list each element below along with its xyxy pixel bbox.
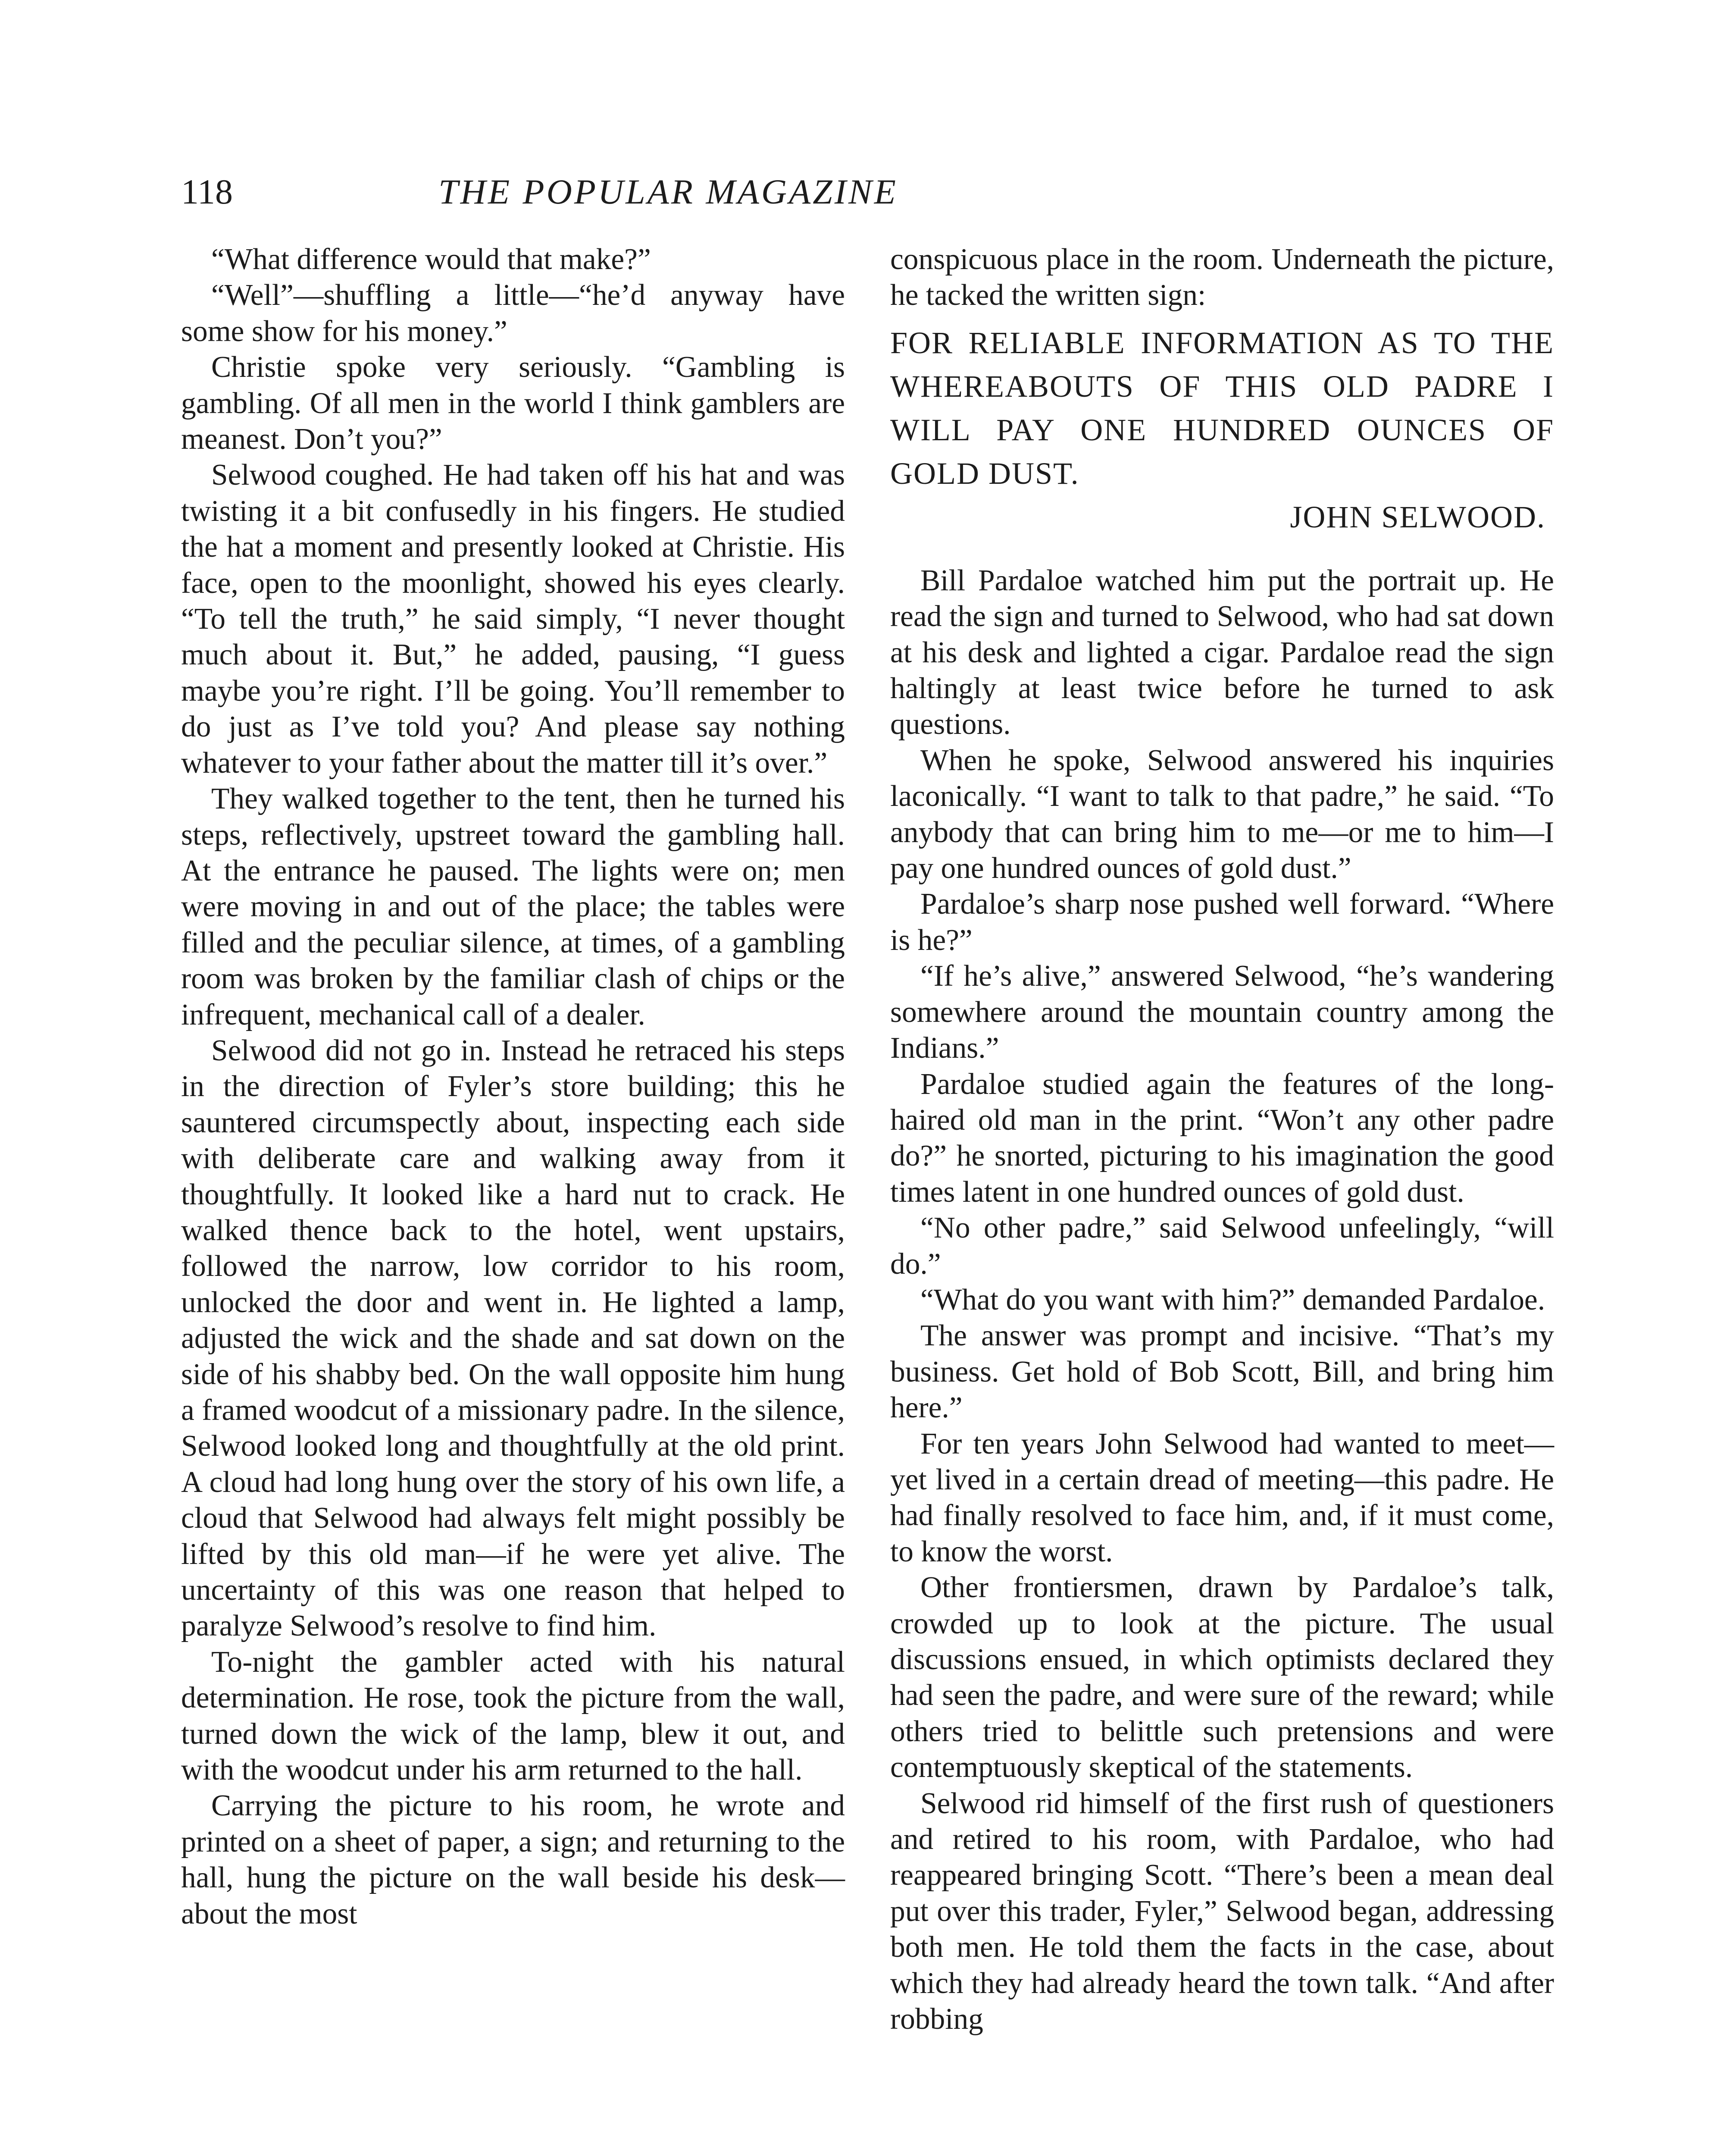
paragraph: “Well”—shuffling a little—“he’d anyway have some show for his money.”: [181, 279, 845, 348]
left-column: [181, 241, 845, 1932]
notice-text: FOR RELIABLE INFORMATION AS TO THE WHEREABOUTS OF THIS OLD PADRE I WILL PAY ONE HUNDRED OUNCES OF GOLD DUST.: [890, 325, 1554, 491]
reward-notice: [890, 321, 1554, 539]
notice-signature: JOHN SELWOOD.: [1290, 499, 1545, 534]
paragraph: The answer was prompt and incisive. “That’s my business. Get hold of Bob Scott, Bill, and bring him here.”: [890, 1319, 1554, 1425]
paragraph: When he spoke, Selwood answered his inquiries laconically. “I want to talk to that padre,” he said. “To anybody that can bring him to me—or me to him—I pay one hundred ounces of gold dust.”: [890, 743, 1554, 885]
paragraph: Selwood did not go in. Instead he retraced his steps in the direction of Fyler’s store building; this he sauntered circumspectly about, inspecting each side with deliberate care and walking away from it thoughtfully. It looked like a hard nut to crack. He walked thence back to the hotel, went upstairs, followed the narrow, low corridor to his room, unlocked the door and went in. He lighted a lamp, adjusted the wick and the shade and sat down on the side of his shabby bed. On the wall opposite him hung a framed woodcut of a missionary padre. In the silence, Selwood looked long and thoughtfully at the old print. A cloud had long hung over the story of his own life, a cloud that Selwood had always felt might possibly be lifted by this old man—if he were yet alive. The uncertainty of this was one reason that helped to paralyze Selwood’s resolve to find him.: [181, 1034, 845, 1643]
paragraph: Selwood coughed. He had taken off his hat and was twisting it a bit confusedly in his fingers. He studied the hat a moment and presently looked at Christie. His face, open to the moonlight, showed his eyes clearly. “To tell the truth,” he said simply, “I never thought much about it. But,” he added, pausing, “I guess maybe you’re right. I’ll be going. You’ll remember to do just as I’ve told you? And please say nothing whatever to your father about the matter till it’s over.”: [181, 458, 845, 780]
paragraph: “If he’s alive,” answered Selwood, “he’s wandering somewhere around the mountain country among the Indians.”: [890, 959, 1554, 1065]
right-column: [890, 241, 1554, 2037]
paragraph: Selwood rid himself of the first rush of questioners and retired to his room, with Pardaloe, who had reappeared bringing Scott. “There’s been a mean deal put over this trader, Fyler,” Selwood began, addressing both men. He told them the facts in the case, about which they had already heard the town talk. “And after robbing: [890, 1786, 1554, 2036]
paragraph: Pardaloe studied again the features of the long-haired old man in the print. “Won’t any other padre do?” he snorted, picturing to his imagination the good times latent in one hundred ounces of gold dust.: [890, 1067, 1554, 1209]
running-title: THE POPULAR MAGAZINE: [438, 172, 898, 211]
paragraph: Bill Pardaloe watched him put the portrait up. He read the sign and turned to Selwood, who had sat down at his desk and lighted a cigar. Pardaloe read the sign haltingly at least twice before he turned to ask questions.: [890, 564, 1554, 741]
paragraph: They walked together to the tent, then he turned his steps, reflectively, upstreet toward the gambling hall. At the entrance he paused. The lights were on; men were moving in and out of the place; the tables were filled and the peculiar silence, at times, of a gambling room was broken by the familiar clash of chips or the infrequent, mechanical call of a dealer.: [181, 782, 845, 1031]
paragraph: Pardaloe’s sharp nose pushed well forward. “Where is he?”: [890, 887, 1554, 957]
paragraph: Carrying the picture to his room, he wrote and printed on a sheet of paper, a sign; and returning to the hall, hung the picture on the wall beside his desk—about the most: [181, 1789, 845, 1930]
paragraph: Christie spoke very seriously. “Gambling is gambling. Of all men in the world I think gamblers are meanest. Don’t you?”: [181, 351, 845, 456]
paragraph: To-night the gambler acted with his natural determination. He rose, took the picture from the wall, turned down the wick of the lamp, blew it out, and with the woodcut under his arm returned to the hall.: [181, 1645, 845, 1787]
page-header: [181, 166, 1155, 218]
page-number: 118: [181, 172, 233, 211]
paragraph: “No other padre,” said Selwood unfeelingly, “will do.”: [890, 1211, 1554, 1281]
paragraph-continued: conspicuous place in the room. Underneath the picture, he tacked the written sign:: [890, 243, 1554, 312]
paragraph: “What difference would that make?”: [211, 243, 651, 276]
paragraph: For ten years John Selwood had wanted to meet—yet lived in a certain dread of meeting—this padre. He had finally resolved to face him, and, if it must come, to know the worst.: [890, 1427, 1554, 1568]
paragraph: “What do you want with him?” demanded Pardaloe.: [920, 1283, 1545, 1316]
paragraph: Other frontiersmen, drawn by Pardaloe’s talk, crowded up to look at the picture. The usual discussions ensued, in which optimists declared they had seen the padre, and were sure of the reward; while others tried to belittle such pretensions and were contemptuously skeptical of the statements.: [890, 1571, 1554, 1784]
